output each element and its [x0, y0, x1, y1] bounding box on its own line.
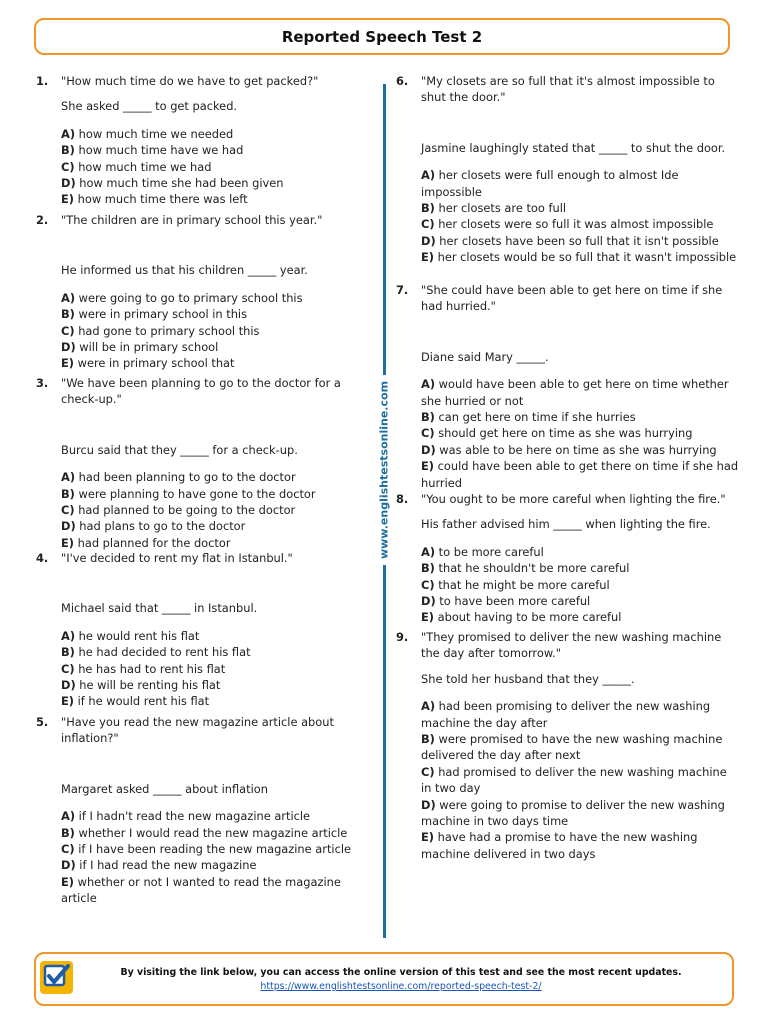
option-text: if I had read the new magazine [79, 858, 257, 873]
option-text: her closets have been so full that it isn't possible [439, 233, 719, 248]
answer-option[interactable] [61, 857, 354, 873]
option-letter: B) [421, 561, 435, 576]
option-text: were going to go to primary school this [78, 290, 303, 305]
option-letter: B) [421, 732, 435, 747]
option-letter: C) [61, 503, 75, 518]
option-letter: A) [61, 290, 76, 305]
option-letter: B) [61, 143, 75, 158]
question-1 [36, 73, 354, 208]
option-letter: E) [61, 694, 74, 709]
footer-link[interactable]: https://www.englishtestsonline.com/reported-speech-test-2/ [260, 981, 542, 992]
option-letter: B) [61, 825, 75, 840]
answer-option[interactable] [61, 159, 354, 175]
option-text: to have been more careful [439, 594, 591, 609]
option-text: had planned to be going to the doctor [78, 503, 296, 518]
answer-option[interactable] [421, 409, 740, 425]
option-letter: B) [421, 410, 435, 425]
answer-option[interactable] [421, 829, 740, 862]
question-7 [396, 282, 740, 491]
vertical-site-url: www.englishtestsonline.com [378, 375, 391, 565]
answer-option[interactable] [421, 698, 740, 731]
option-letter: E) [61, 874, 74, 889]
answer-option[interactable] [421, 167, 740, 200]
answer-option[interactable] [421, 764, 740, 797]
question-prompt: He informed us that his children _____ year. [61, 263, 308, 278]
option-letter: A) [421, 544, 436, 559]
answer-option[interactable] [421, 458, 740, 491]
answer-option[interactable] [61, 518, 354, 534]
option-text: her closets are too full [438, 201, 567, 216]
question-prompt: Burcu said that they _____ for a check-up. [61, 442, 298, 457]
answer-option[interactable] [61, 502, 354, 518]
answer-option[interactable] [421, 544, 740, 560]
question-stem: "You ought to be more careful when lighting the fire." [421, 492, 726, 506]
answer-option[interactable] [61, 126, 354, 142]
option-letter: D) [61, 519, 76, 534]
option-letter: A) [61, 470, 76, 485]
option-letter: A) [421, 168, 436, 183]
question-2 [36, 212, 354, 372]
question-body [61, 550, 354, 710]
option-letter: E) [421, 830, 434, 845]
question-8 [396, 491, 740, 626]
option-letter: A) [421, 377, 436, 392]
option-text: if I have been reading the new magazine article [78, 842, 352, 857]
question-prompt: She asked _____ to get packed. [61, 99, 238, 114]
option-text: were in primary school that [77, 356, 235, 371]
question-number: 9. [396, 630, 409, 644]
footer-message: By visiting the link below, you can access the online version of this test and see the most recent updates. [120, 967, 682, 978]
question-prompt: Margaret asked _____ about inflation [61, 781, 268, 796]
option-letter: E) [421, 250, 434, 265]
option-letter: D) [421, 797, 436, 812]
option-letter: A) [61, 126, 76, 141]
answer-option[interactable] [61, 339, 354, 355]
option-text: he had decided to rent his flat [78, 645, 251, 660]
option-text: her closets would be so full that it wasn't impossible [437, 250, 737, 265]
question-prompt: Jasmine laughingly stated that _____ to shut the door. [421, 140, 726, 155]
option-letter: C) [421, 426, 435, 441]
answer-option[interactable] [61, 808, 354, 824]
option-text: if he would rent his flat [77, 694, 210, 709]
option-text: had been planning to go to the doctor [78, 470, 296, 485]
question-body [61, 375, 354, 551]
answer-option[interactable] [61, 355, 354, 371]
question-prompt: His father advised him _____ when lighting the fire. [421, 517, 711, 532]
answer-option[interactable] [421, 425, 740, 441]
option-text: whether or not I wanted to read the magazine article [61, 874, 341, 906]
question-body [421, 73, 740, 266]
option-letter: B) [61, 307, 75, 322]
option-letter: D) [61, 678, 76, 693]
option-text: was able to be here on time as she was hurrying [439, 442, 717, 457]
option-letter: D) [61, 340, 76, 355]
question-number: 3. [36, 376, 49, 390]
answer-option[interactable] [61, 841, 354, 857]
answer-option[interactable] [421, 249, 740, 265]
answer-option[interactable] [61, 661, 354, 677]
option-text: were in primary school in this [78, 307, 248, 322]
question-number: 8. [396, 492, 409, 506]
option-text: had plans to go to the doctor [79, 519, 246, 534]
option-letter: E) [61, 192, 74, 207]
option-letter: C) [421, 217, 435, 232]
option-text: whether I would read the new magazine article [78, 825, 348, 840]
question-3 [36, 375, 354, 551]
question-body [61, 212, 354, 372]
question-body [421, 629, 740, 862]
question-body [61, 73, 354, 208]
option-letter: C) [61, 661, 75, 676]
answer-option[interactable] [421, 593, 740, 609]
answer-option[interactable] [421, 609, 740, 625]
option-text: were promised to have the new washing machine delivered the day after next [421, 732, 723, 763]
option-text: how much time we needed [78, 126, 234, 141]
page-title: Reported Speech Test 2 [34, 18, 730, 55]
option-text: her closets were full enough to almost Ide impossible [421, 168, 679, 199]
option-letter: D) [61, 858, 76, 873]
question-body [421, 491, 740, 626]
question-stem: "They promised to deliver the new washing machine the day after tomorrow." [421, 630, 722, 661]
option-text: had been promising to deliver the new washing machine the day after [421, 699, 711, 730]
option-text: should get here on time as she was hurrying [438, 426, 693, 441]
option-letter: D) [421, 442, 436, 457]
question-stem: "I've decided to rent my flat in Istanbul." [61, 551, 293, 565]
option-text: have had a promise to have the new washing machine delivered in two days [421, 830, 698, 861]
option-letter: C) [61, 323, 75, 338]
question-stem: "My closets are so full that it's almost impossible to shut the door." [421, 74, 715, 105]
option-text: he has had to rent his flat [78, 661, 226, 676]
question-number: 1. [36, 74, 49, 88]
answer-option[interactable] [421, 200, 740, 216]
option-letter: D) [61, 176, 76, 191]
option-letter: D) [421, 233, 436, 248]
answer-option[interactable] [61, 825, 354, 841]
option-text: how much time have we had [78, 143, 244, 158]
option-text: would have been able to get here on time whether she hurried or not [421, 377, 729, 408]
answer-option[interactable] [61, 644, 354, 660]
checkmark-icon [40, 961, 73, 994]
question-9 [396, 629, 740, 862]
option-text: can get here on time if she hurries [438, 410, 636, 425]
question-number: 6. [396, 74, 409, 88]
answer-option[interactable] [61, 628, 354, 644]
option-text: how much time we had [78, 159, 212, 174]
option-letter: E) [61, 535, 74, 550]
answer-option[interactable] [421, 442, 740, 458]
option-letter: A) [61, 628, 76, 643]
option-text: how much time she had been given [79, 176, 284, 191]
question-prompt: Michael said that _____ in Istanbul. [61, 601, 258, 616]
answer-option[interactable] [421, 797, 740, 830]
answer-option[interactable] [61, 677, 354, 693]
option-text: had gone to primary school this [78, 323, 260, 338]
answer-option[interactable] [421, 233, 740, 249]
option-text: had promised to deliver the new washing machine in two day [421, 764, 727, 796]
question-number: 4. [36, 551, 49, 565]
question-prompt: She told her husband that they _____. [421, 671, 635, 686]
option-text: to be more careful [438, 544, 544, 559]
question-stem: "Have you read the new magazine article about inflation?" [61, 715, 334, 746]
option-letter: E) [61, 356, 74, 371]
answer-option[interactable] [421, 376, 740, 409]
question-6 [396, 73, 740, 266]
question-stem: "She could have been able to get here on time if she had hurried." [421, 283, 723, 314]
answer-option[interactable] [61, 191, 354, 207]
answer-option[interactable] [61, 693, 354, 709]
option-text: he would rent his flat [78, 628, 200, 643]
option-letter: E) [421, 459, 434, 474]
answer-option[interactable] [61, 535, 354, 551]
option-letter: B) [61, 486, 75, 501]
answer-option[interactable] [61, 306, 354, 322]
option-letter: C) [61, 842, 75, 857]
answer-option[interactable] [61, 142, 354, 158]
answer-option[interactable] [61, 874, 354, 907]
option-letter: D) [421, 594, 436, 609]
option-text: were going to promise to deliver the new washing machine in two days time [421, 797, 725, 829]
option-text: will be in primary school [79, 340, 219, 355]
footer [34, 952, 734, 1006]
answer-option[interactable] [61, 469, 354, 485]
option-text: how much time there was left [77, 192, 248, 207]
answer-option[interactable] [61, 175, 354, 191]
question-prompt: Diane said Mary _____. [421, 349, 549, 364]
option-letter: C) [421, 577, 435, 592]
answer-option[interactable] [61, 323, 354, 339]
option-letter: B) [421, 201, 435, 216]
question-stem: "The children are in primary school this year." [61, 213, 323, 227]
question-number: 7. [396, 283, 409, 297]
question-stem: "We have been planning to go to the doctor for a check-up." [61, 376, 341, 407]
answer-option[interactable] [421, 731, 740, 764]
answer-option[interactable] [421, 577, 740, 593]
option-text: if I hadn't read the new magazine article [78, 809, 311, 824]
answer-option[interactable] [421, 216, 740, 232]
answer-option[interactable] [61, 290, 354, 306]
option-letter: C) [421, 764, 435, 779]
question-4 [36, 550, 354, 710]
option-text: her closets were so full it was almost impossible [438, 217, 714, 232]
option-text: about having to be more careful [437, 610, 622, 625]
option-text: had planned for the doctor [77, 535, 231, 550]
option-letter: A) [421, 699, 436, 714]
option-letter: A) [61, 809, 76, 824]
option-text: could have been able to get there on time if she had hurried [421, 459, 739, 490]
option-letter: B) [61, 645, 75, 660]
option-text: were planning to have gone to the doctor [78, 486, 316, 501]
question-body [61, 714, 354, 907]
question-body [421, 282, 740, 491]
option-text: he will be renting his flat [79, 678, 221, 693]
answer-option[interactable] [421, 560, 740, 576]
question-5 [36, 714, 354, 907]
answer-option[interactable] [61, 486, 354, 502]
question-number: 5. [36, 715, 49, 729]
option-letter: E) [421, 610, 434, 625]
question-stem: "How much time do we have to get packed?" [61, 74, 319, 88]
option-letter: C) [61, 159, 75, 174]
option-text: that he shouldn't be more careful [438, 561, 630, 576]
option-text: that he might be more careful [438, 577, 610, 592]
question-number: 2. [36, 213, 49, 227]
